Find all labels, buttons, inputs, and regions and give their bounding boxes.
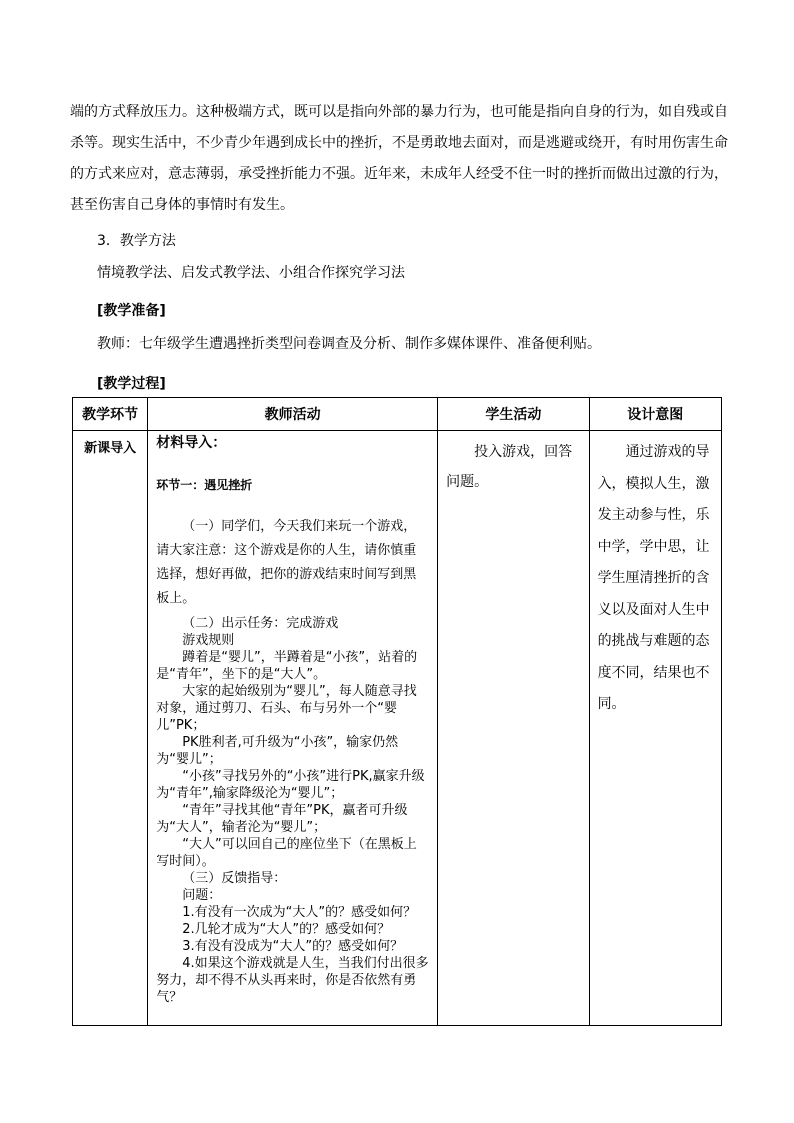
process-heading: [教学过程]: [97, 376, 166, 392]
teacher-subtitle: 环节一：遇见挫折: [156, 478, 253, 492]
teacher-question: 4.如果这个游戏就是人生，当我们付出很多努力，却不得不从头再来时，你是否依然有勇气？: [156, 956, 429, 1005]
header-design-intent: 设计意图: [589, 398, 721, 431]
student-activity-text: 投入游戏，回答问题。: [446, 444, 573, 490]
prep-heading: [教学准备]: [97, 303, 166, 319]
header-teacher-activity: 教师活动: [148, 398, 438, 431]
teacher-paragraph: （一）同学们，今天我们来玩一个游戏，请大家注意：这个游戏是你的人生，请你慎重选择，想好再做，把你的游戏结束时间写到黑板上。: [156, 519, 417, 606]
method-heading: 3．教学方法: [97, 233, 176, 249]
header-student-activity: 学生活动: [438, 398, 589, 431]
lesson-process-table: [72, 397, 722, 1026]
stage-cell: 新课导入: [73, 431, 148, 1026]
table-row: [73, 431, 722, 1026]
teacher-title: 材料导入：: [156, 435, 227, 451]
teacher-paragraph: 大家的起始级别为“婴儿”，每人随意寻找对象，通过剪刀、石头、布与另外一个“婴儿”PK；: [156, 684, 417, 733]
design-intent-cell: [589, 431, 721, 1026]
teacher-paragraph: （三）反馈指导：: [182, 871, 287, 886]
method-text: 情境教学法、启发式教学法、小组合作探究学习法: [97, 265, 405, 281]
teacher-paragraph: “小孩”寻找另外的“小孩”进行PK,赢家升级为“青年”,输家降级沦为“婴儿”；: [156, 769, 425, 801]
teacher-question: 1.有没有一次成为“大人”的？感受如何？: [182, 905, 417, 920]
student-activity-cell: [438, 431, 589, 1026]
table-header-row: [73, 398, 722, 431]
teacher-paragraph: “青年”寻找其他“青年”PK，赢者可升级为“大人”，输者沦为“婴儿”；: [156, 803, 408, 835]
teacher-paragraph: “大人”可以回自己的座位坐下（在黑板上写时间）。: [156, 837, 417, 869]
teacher-question: 2.几轮才成为“大人”的？感受如何？: [182, 922, 391, 937]
teacher-question: 3.有没有没成为“大人”的？感受如何？: [182, 939, 404, 954]
header-stage: 教学环节: [73, 398, 148, 431]
teacher-paragraph: 游戏规则: [182, 633, 235, 648]
teacher-paragraph: PK胜利者,可升级为“小孩”，输家仍然为“婴儿”；: [156, 735, 399, 767]
teacher-activity-cell: [148, 431, 438, 1026]
teacher-paragraph: 问题：: [182, 888, 222, 903]
prep-text: 教师：七年级学生遭遇挫折类型问卷调查及分析、制作多媒体课件、准备便利贴。: [97, 336, 601, 352]
teacher-paragraph: （二）出示任务：完成游戏: [182, 616, 339, 631]
intro-paragraph: 端的方式释放压力。这种极端方式，既可以是指向外部的暴力行为，也可能是指向自身的行为，如自残或自杀等。现实生活中，不少青少年遇到成长中的挫折，不是勇敢地去面对，而是逃避或绕开，有时用伤害生命的方式来应对，意志薄弱，承受挫折能力不强。近年来，未成年人经受不住一时的挫折而做出过激的行为，甚至伤害自己身体的事情时有发生。: [70, 104, 728, 213]
teacher-paragraph: 蹲着是“婴儿”，半蹲着是“小孩”，站着的是“青年”，坐下的是“大人”。: [156, 650, 418, 682]
design-intent-text: 通过游戏的导入，模拟人生，激发主动参与性，乐中学，学中思，让学生厘清挫折的含义以及面对人生中的挑战与难题的态度不同，结果也不同。: [597, 444, 710, 712]
